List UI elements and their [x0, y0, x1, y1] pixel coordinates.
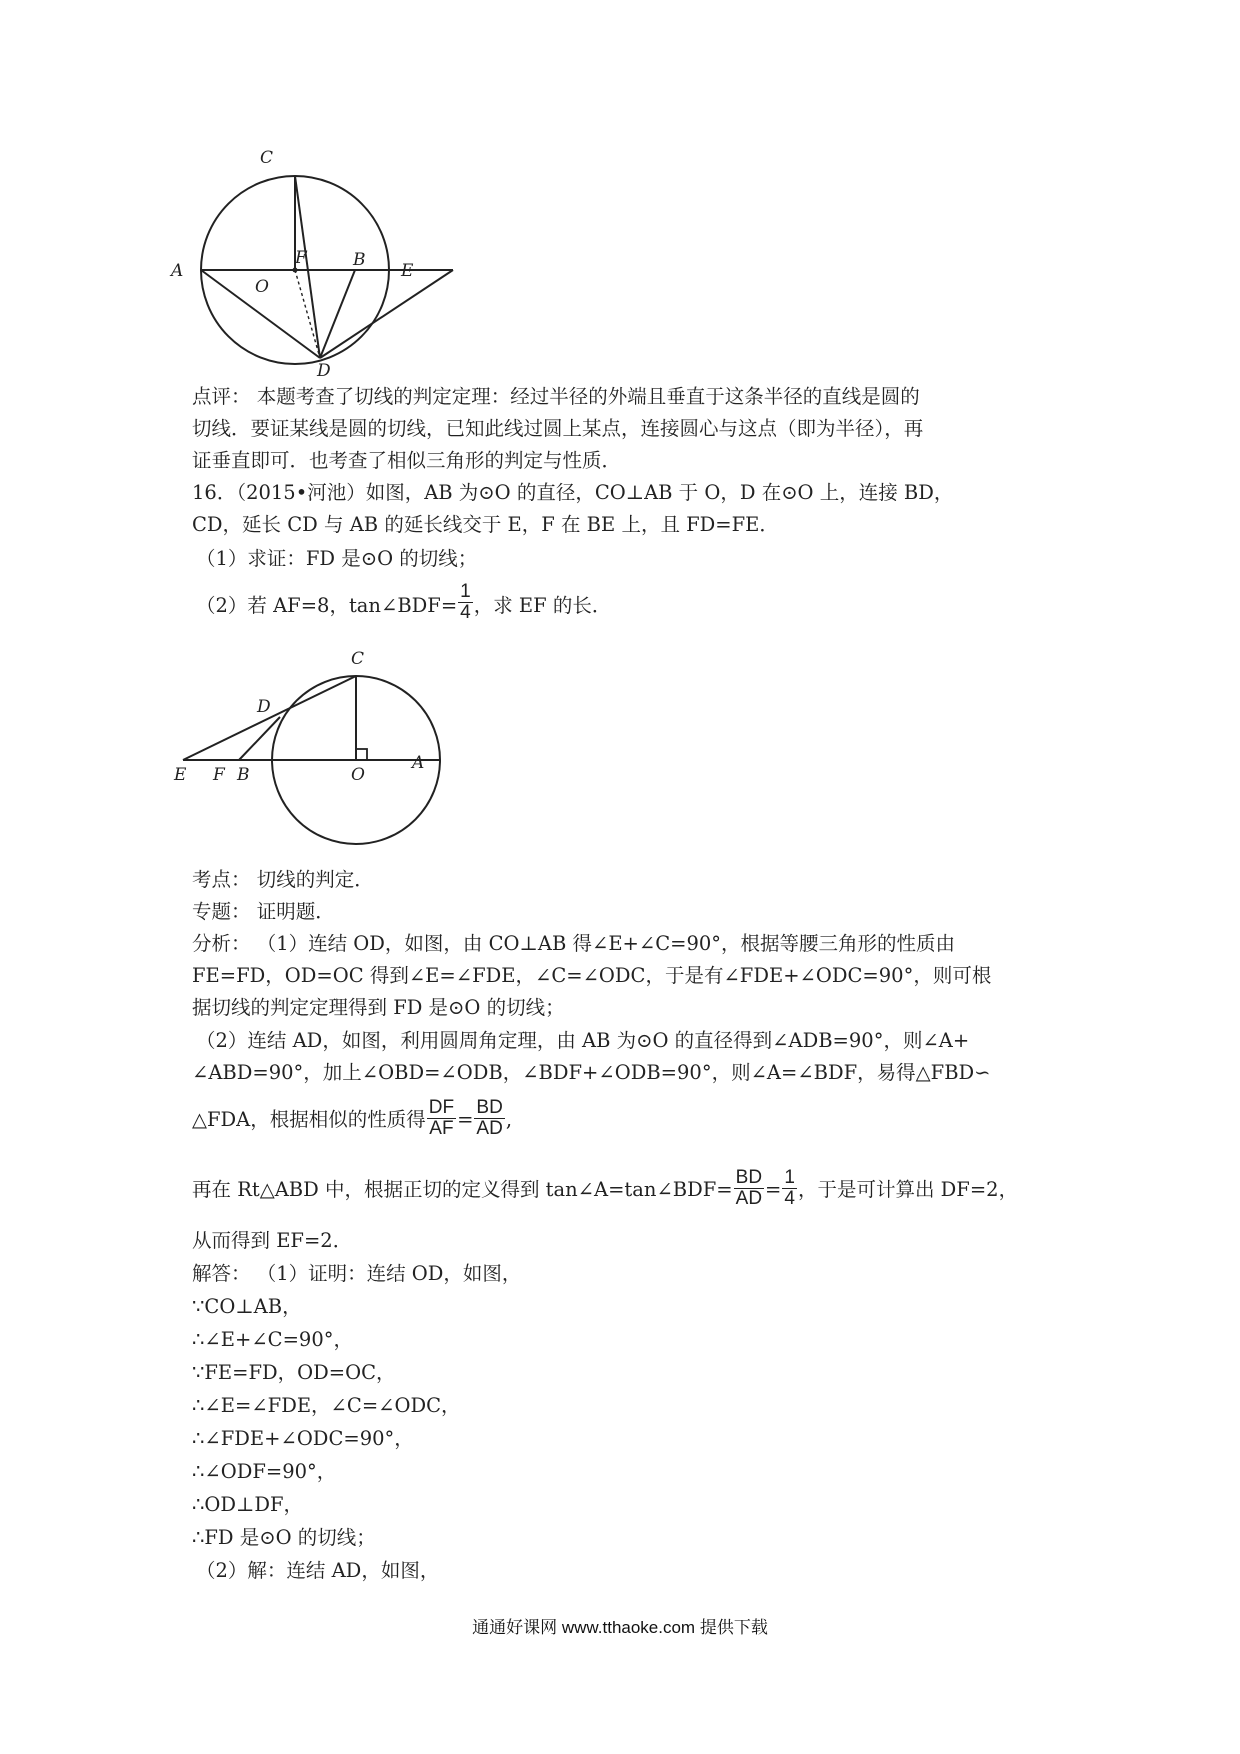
step-8: ∴FD 是⊙O 的切线； [192, 1526, 376, 1549]
step-4: ∴∠E=∠FDE，∠C=∠ODC， [192, 1394, 461, 1417]
comment-line-3: 证垂直即可．也考查了相似三角形的判定与性质． [192, 449, 622, 472]
label-f: F [295, 248, 307, 268]
page-footer: 通通好课网 www.tthaoke.com 提供下载 [472, 1618, 768, 1637]
fenxi-line-5: ∠ABD=90°，加上∠OBD=∠ODB，∠BDF+∠ODB=90°，则∠A=∠BDF，易得△FBD∽ [192, 1061, 991, 1084]
fraction-den: AD [735, 1188, 763, 1209]
fraction-num: 1 [460, 581, 471, 602]
step-2: ∴∠E+∠C=90°， [192, 1328, 353, 1351]
fraction-one-quarter [782, 1168, 797, 1209]
fraction-bd-ad [734, 1168, 764, 1209]
step-5: ∴∠FDE+∠ODC=90°， [192, 1427, 414, 1450]
label-b: B [353, 250, 366, 270]
label-d: D [317, 361, 331, 381]
fraction-num: BD [476, 1097, 503, 1118]
equals-sign: = [765, 1178, 782, 1201]
label-o: O [255, 277, 269, 297]
label-c: C [260, 148, 274, 168]
line-bd [320, 270, 355, 358]
fraction-den: AD [476, 1118, 503, 1139]
label-a: A [412, 753, 425, 773]
right-angle-mark [356, 749, 367, 760]
kaodian-line: 考点： 切线的判定． [192, 868, 374, 891]
label-e: E [174, 765, 187, 785]
fenxi-line-6-tail: , [505, 1108, 513, 1131]
center-dot [293, 268, 298, 273]
line-ed [320, 270, 453, 358]
label-o: O [351, 765, 365, 785]
fenxi-line-7 [192, 1167, 1019, 1211]
fraction-bd-ad [474, 1098, 504, 1139]
problem-line-1: 16．（2015•河池）如图，AB 为⊙O 的直径，CO⊥AB 于 O，D 在⊙O 上，连接 BD， [192, 481, 954, 504]
fraction-den: 4 [784, 1188, 795, 1209]
problem-part-1: （1）求证：FD 是⊙O 的切线； [196, 547, 478, 570]
fraction-num: DF [428, 1097, 455, 1118]
comment-line-1: 点评： 本题考查了切线的判定定理：经过半径的外端且垂直于这条半径的直线是圆的 [192, 385, 920, 408]
jieda-line: 解答： （1）证明：连结 OD，如图， [192, 1262, 522, 1285]
fenxi-line-1: 分析： （1）连结 OD，如图，由 CO⊥AB 得∠E+∠C=90°，根据等腰三角形的性质由 [192, 932, 956, 955]
comment-line-2: 切线．要证某线是圆的切线，已知此线过圆上某点，连接圆心与这点（即为半径），再 [192, 417, 924, 440]
fenxi-line-7-tail: ，于是可计算出 DF=2， [797, 1178, 1019, 1201]
problem-line-2: CD，延长 CD 与 AB 的延长线交于 E，F 在 BE 上，且 FD=FE． [192, 513, 779, 536]
fenxi-line-2: FE=FD，OD=OC 得到∠E=∠FDE，∠C=∠ODC，于是有∠FDE+∠ODC=90°，则可根 [192, 964, 992, 987]
label-c: C [351, 649, 365, 669]
fenxi-line-3: 据切线的判定定理得到 FD 是⊙O 的切线； [192, 996, 565, 1019]
label-f: F [213, 765, 225, 785]
line-od-dotted [295, 270, 320, 358]
step-9: （2）解：连结 AD，如图， [196, 1559, 440, 1582]
label-a: A [171, 261, 184, 281]
problem-part-2-text: （2）若 AF=8，tan∠BDF= [196, 594, 458, 617]
step-1: ∵CO⊥AB， [192, 1295, 302, 1318]
problem-part-2-tail: ，求 EF 的长． [473, 594, 612, 617]
fenxi-line-7-text: 再在 Rt△ABD 中，根据正切的定义得到 tan∠A=tan∠BDF= [192, 1178, 733, 1201]
equals-sign: = [457, 1108, 474, 1131]
fenxi-line-4: （2）连结 AD，如图，利用圆周角定理，由 AB 为⊙O 的直径得到∠ADB=90°，则∠A+ [196, 1029, 970, 1052]
fenxi-line-6-text: △FDA，根据相似的性质得 [192, 1108, 426, 1131]
fenxi-line-6 [192, 1097, 513, 1141]
fraction-df-af [427, 1098, 456, 1139]
fraction-den: 4 [460, 602, 471, 623]
figure-circle-tangent-2 [174, 648, 480, 860]
step-3: ∵FE=FD，OD=OC， [192, 1361, 396, 1384]
fraction-one-quarter [458, 582, 473, 623]
fenxi-line-8: 从而得到 EF=2． [192, 1229, 353, 1252]
fraction-den: AF [429, 1118, 454, 1139]
label-e: E [401, 261, 414, 281]
problem-part-2 [196, 581, 612, 627]
step-7: ∴OD⊥DF， [192, 1493, 304, 1516]
label-b: B [237, 765, 250, 785]
zhuanti-line: 专题： 证明题． [192, 900, 335, 923]
label-d: D [257, 697, 271, 717]
line-ec [183, 676, 356, 760]
figure-circle-tangent-1 [171, 148, 480, 381]
fraction-num: BD [735, 1167, 763, 1188]
fraction-num: 1 [784, 1167, 795, 1188]
step-6: ∴∠ODF=90°， [192, 1460, 337, 1483]
